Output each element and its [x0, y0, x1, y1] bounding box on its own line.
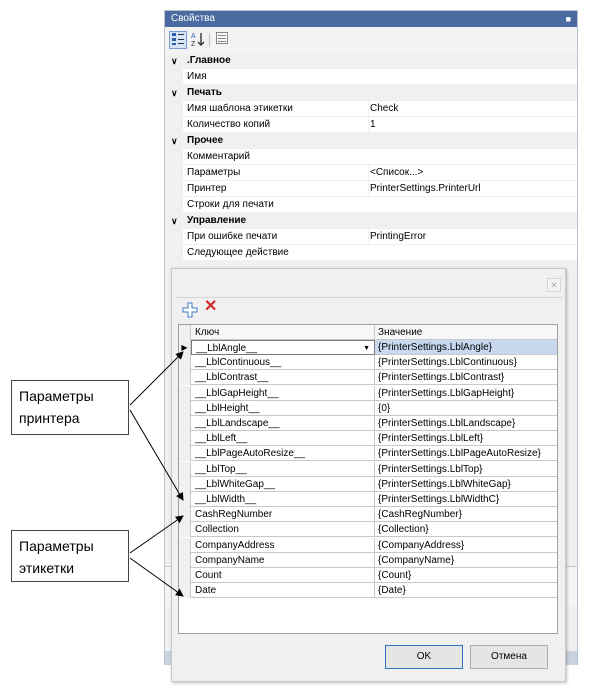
key-text: __LblContinuous__: [195, 357, 282, 369]
property-name: Печать: [187, 87, 222, 98]
callout-printer-params: [11, 380, 129, 435]
pin-icon[interactable]: ■: [565, 14, 571, 24]
property-name: При ошибке печати: [187, 231, 278, 242]
key-text: __LblLeft__: [195, 433, 248, 445]
value-cell[interactable]: {PrinterSettings.LblLandscape}: [375, 416, 557, 431]
key-text: __LblAngle__: [196, 343, 258, 354]
property-category[interactable]: [165, 213, 577, 229]
row-indicator: [179, 583, 191, 598]
value-cell[interactable]: {0}: [375, 401, 557, 416]
value-cell[interactable]: {PrinterSettings.LblLeft}: [375, 431, 557, 446]
row-indicator: [179, 538, 191, 553]
key-text: CashRegNumber: [195, 509, 273, 521]
parameters-dialog: [171, 268, 566, 682]
row-indicator: [179, 386, 191, 401]
key-cell[interactable]: [191, 370, 375, 385]
table-row[interactable]: [179, 492, 557, 507]
key-cell[interactable]: [191, 355, 375, 370]
key-cell[interactable]: [191, 386, 375, 401]
row-indicator: [179, 568, 191, 583]
properties-title-bar[interactable]: [165, 11, 577, 27]
property-name: Комментарий: [187, 151, 250, 162]
callout-label-line2: этикетки: [19, 560, 75, 576]
cancel-button[interactable]: Отмена: [470, 645, 548, 669]
property-name: .Главное: [187, 55, 231, 66]
row-indicator: [179, 522, 191, 537]
table-row[interactable]: [179, 416, 557, 431]
table-row[interactable]: [179, 370, 557, 385]
property-row-gutter: [165, 245, 183, 261]
callout-label-line1: Параметры: [19, 538, 94, 554]
callout-printer-line1: Параметры: [19, 388, 94, 404]
value-cell[interactable]: {Date}: [375, 583, 557, 598]
key-cell[interactable]: [191, 401, 375, 416]
property-value[interactable]: 1: [368, 117, 576, 133]
table-row[interactable]: [179, 583, 557, 598]
key-cell[interactable]: [191, 507, 375, 522]
key-text: __LblWidth__: [195, 494, 257, 505]
property-row-gutter: [165, 101, 183, 117]
key-cell[interactable]: [191, 462, 375, 477]
property-name: Прочее: [187, 135, 224, 146]
callout-label-params: [11, 530, 129, 582]
key-text: CompanyName: [195, 554, 265, 566]
table-row[interactable]: [179, 538, 557, 553]
property-row-gutter: [165, 165, 183, 181]
delete-icon[interactable]: ✕: [204, 298, 218, 315]
current-row-arrow-icon: ▶: [179, 340, 191, 355]
row-indicator-header: [179, 325, 191, 340]
collapse-chevron-icon[interactable]: ∨: [171, 216, 178, 226]
property-row[interactable]: [165, 197, 577, 213]
property-name: Имя шаблона этикетки: [187, 103, 293, 114]
table-row[interactable]: [179, 477, 557, 492]
property-row-gutter: [165, 149, 183, 165]
row-indicator: [179, 507, 191, 522]
key-text: CompanyAddress: [195, 539, 275, 551]
key-text: Collection: [195, 524, 239, 536]
property-row-gutter: [165, 69, 183, 85]
property-row[interactable]: [165, 245, 577, 261]
property-row-gutter: [165, 229, 183, 245]
row-indicator: [179, 355, 191, 370]
key-cell[interactable]: [191, 492, 375, 507]
property-value[interactable]: PrintingError: [368, 229, 576, 245]
dialog-toolbar: [176, 297, 562, 321]
row-indicator: [179, 553, 191, 568]
property-row[interactable]: [165, 117, 577, 133]
value-cell[interactable]: {PrinterSettings.LblContrast}: [375, 370, 557, 385]
row-indicator: [179, 492, 191, 507]
key-text: __LblLandscape__: [195, 418, 280, 429]
table-row[interactable]: [179, 507, 557, 522]
property-row-gutter: [165, 117, 183, 133]
table-row[interactable]: [179, 522, 557, 537]
key-text: __LblWhiteGap__: [195, 478, 276, 490]
value-cell[interactable]: {PrinterSettings.LblContinuous}: [375, 355, 557, 370]
properties-title: Свойства: [171, 13, 215, 24]
column-header-value[interactable]: Значение: [375, 325, 557, 340]
table-row[interactable]: [179, 386, 557, 401]
property-row[interactable]: [165, 149, 577, 165]
parameters-table: [178, 324, 558, 634]
property-grid: [165, 53, 577, 261]
collapse-chevron-icon[interactable]: ∨: [171, 88, 178, 98]
az-sort-icon[interactable]: [189, 31, 207, 49]
table-row[interactable]: [179, 568, 557, 583]
table-row[interactable]: [179, 446, 557, 461]
property-row[interactable]: [165, 229, 577, 245]
row-indicator: [179, 446, 191, 461]
property-name: Принтер: [187, 183, 227, 194]
row-indicator: [179, 416, 191, 431]
toolbar-separator: [209, 33, 210, 47]
property-value[interactable]: Check: [368, 101, 576, 117]
key-text: __LblGapHeight__: [195, 387, 279, 399]
key-cell[interactable]: [191, 431, 375, 446]
property-name: Строки для печати: [187, 199, 274, 210]
key-cell[interactable]: [191, 568, 375, 583]
row-indicator: [179, 431, 191, 446]
value-cell[interactable]: {PrinterSettings.LblTop}: [375, 462, 557, 477]
svg-text:A: A: [191, 33, 196, 40]
close-icon[interactable]: ✕: [547, 278, 561, 292]
ok-button[interactable]: OK: [385, 645, 463, 669]
property-name: Следующее действие: [187, 247, 289, 258]
property-row[interactable]: [165, 181, 577, 197]
dropdown-arrow-icon[interactable]: ▼: [363, 345, 370, 352]
value-cell[interactable]: {PrinterSettings.LblWidthC}: [375, 492, 557, 507]
key-cell[interactable]: [191, 583, 375, 598]
table-row[interactable]: [179, 355, 557, 370]
property-category[interactable]: [165, 85, 577, 101]
callout-printer-line2: принтера: [19, 410, 80, 426]
key-text: Count: [195, 570, 222, 581]
key-text: __LblTop__: [195, 463, 247, 475]
key-text: __LblContrast__: [195, 372, 269, 384]
property-name: Количество копий: [187, 119, 271, 130]
table-row[interactable]: [179, 431, 557, 446]
property-value[interactable]: PrinterSettings.PrinterUrl: [368, 181, 576, 197]
add-icon[interactable]: [182, 302, 198, 318]
key-cell[interactable]: [191, 416, 375, 431]
table-row[interactable]: [179, 553, 557, 568]
property-name: Имя: [187, 71, 207, 82]
value-cell[interactable]: {CompanyName}: [375, 553, 557, 568]
row-indicator: [179, 462, 191, 477]
value-cell[interactable]: {PrinterSettings.LblPageAutoResize}: [375, 446, 557, 461]
collapse-chevron-icon[interactable]: ∨: [171, 136, 178, 146]
row-indicator: [179, 401, 191, 416]
table-row[interactable]: [179, 462, 557, 477]
table-row[interactable]: [179, 340, 557, 355]
table-header-row: [179, 325, 557, 340]
key-text: Date: [195, 585, 217, 597]
property-pages-icon[interactable]: [213, 31, 231, 49]
key-cell[interactable]: [191, 446, 375, 461]
value-cell[interactable]: {Count}: [375, 568, 557, 583]
key-cell[interactable]: [191, 340, 375, 355]
collapse-chevron-icon[interactable]: ∨: [171, 56, 178, 66]
property-category[interactable]: [165, 133, 577, 149]
key-cell[interactable]: [191, 477, 375, 492]
value-cell[interactable]: {CompanyAddress}: [375, 538, 557, 553]
key-cell[interactable]: [191, 538, 375, 553]
value-cell[interactable]: {PrinterSettings.LblAngle}: [375, 340, 557, 355]
property-row[interactable]: [165, 165, 577, 181]
key-text: __LblPageAutoResize__: [195, 448, 306, 460]
property-name: Параметры: [187, 167, 241, 178]
key-text: __LblHeight__: [195, 402, 260, 414]
svg-text:Z: Z: [191, 41, 196, 47]
value-cell[interactable]: {Collection}: [375, 522, 557, 537]
row-indicator: [179, 477, 191, 492]
categorized-icon[interactable]: [169, 31, 187, 49]
property-row-gutter: [165, 197, 183, 213]
key-cell[interactable]: [191, 553, 375, 568]
property-row[interactable]: [165, 101, 577, 117]
property-name: Управление: [187, 215, 247, 226]
key-cell[interactable]: [191, 522, 375, 537]
value-cell[interactable]: {CashRegNumber}: [375, 507, 557, 522]
property-row-gutter: [165, 181, 183, 197]
row-indicator: [179, 370, 191, 385]
value-cell[interactable]: {PrinterSettings.LblGapHeight}: [375, 386, 557, 401]
property-category[interactable]: [165, 53, 577, 69]
column-header-key[interactable]: Ключ: [191, 325, 375, 340]
property-row[interactable]: [165, 69, 577, 85]
table-row[interactable]: [179, 401, 557, 416]
property-value[interactable]: <Список...>: [368, 165, 576, 181]
value-cell[interactable]: {PrinterSettings.LblWhiteGap}: [375, 477, 557, 492]
